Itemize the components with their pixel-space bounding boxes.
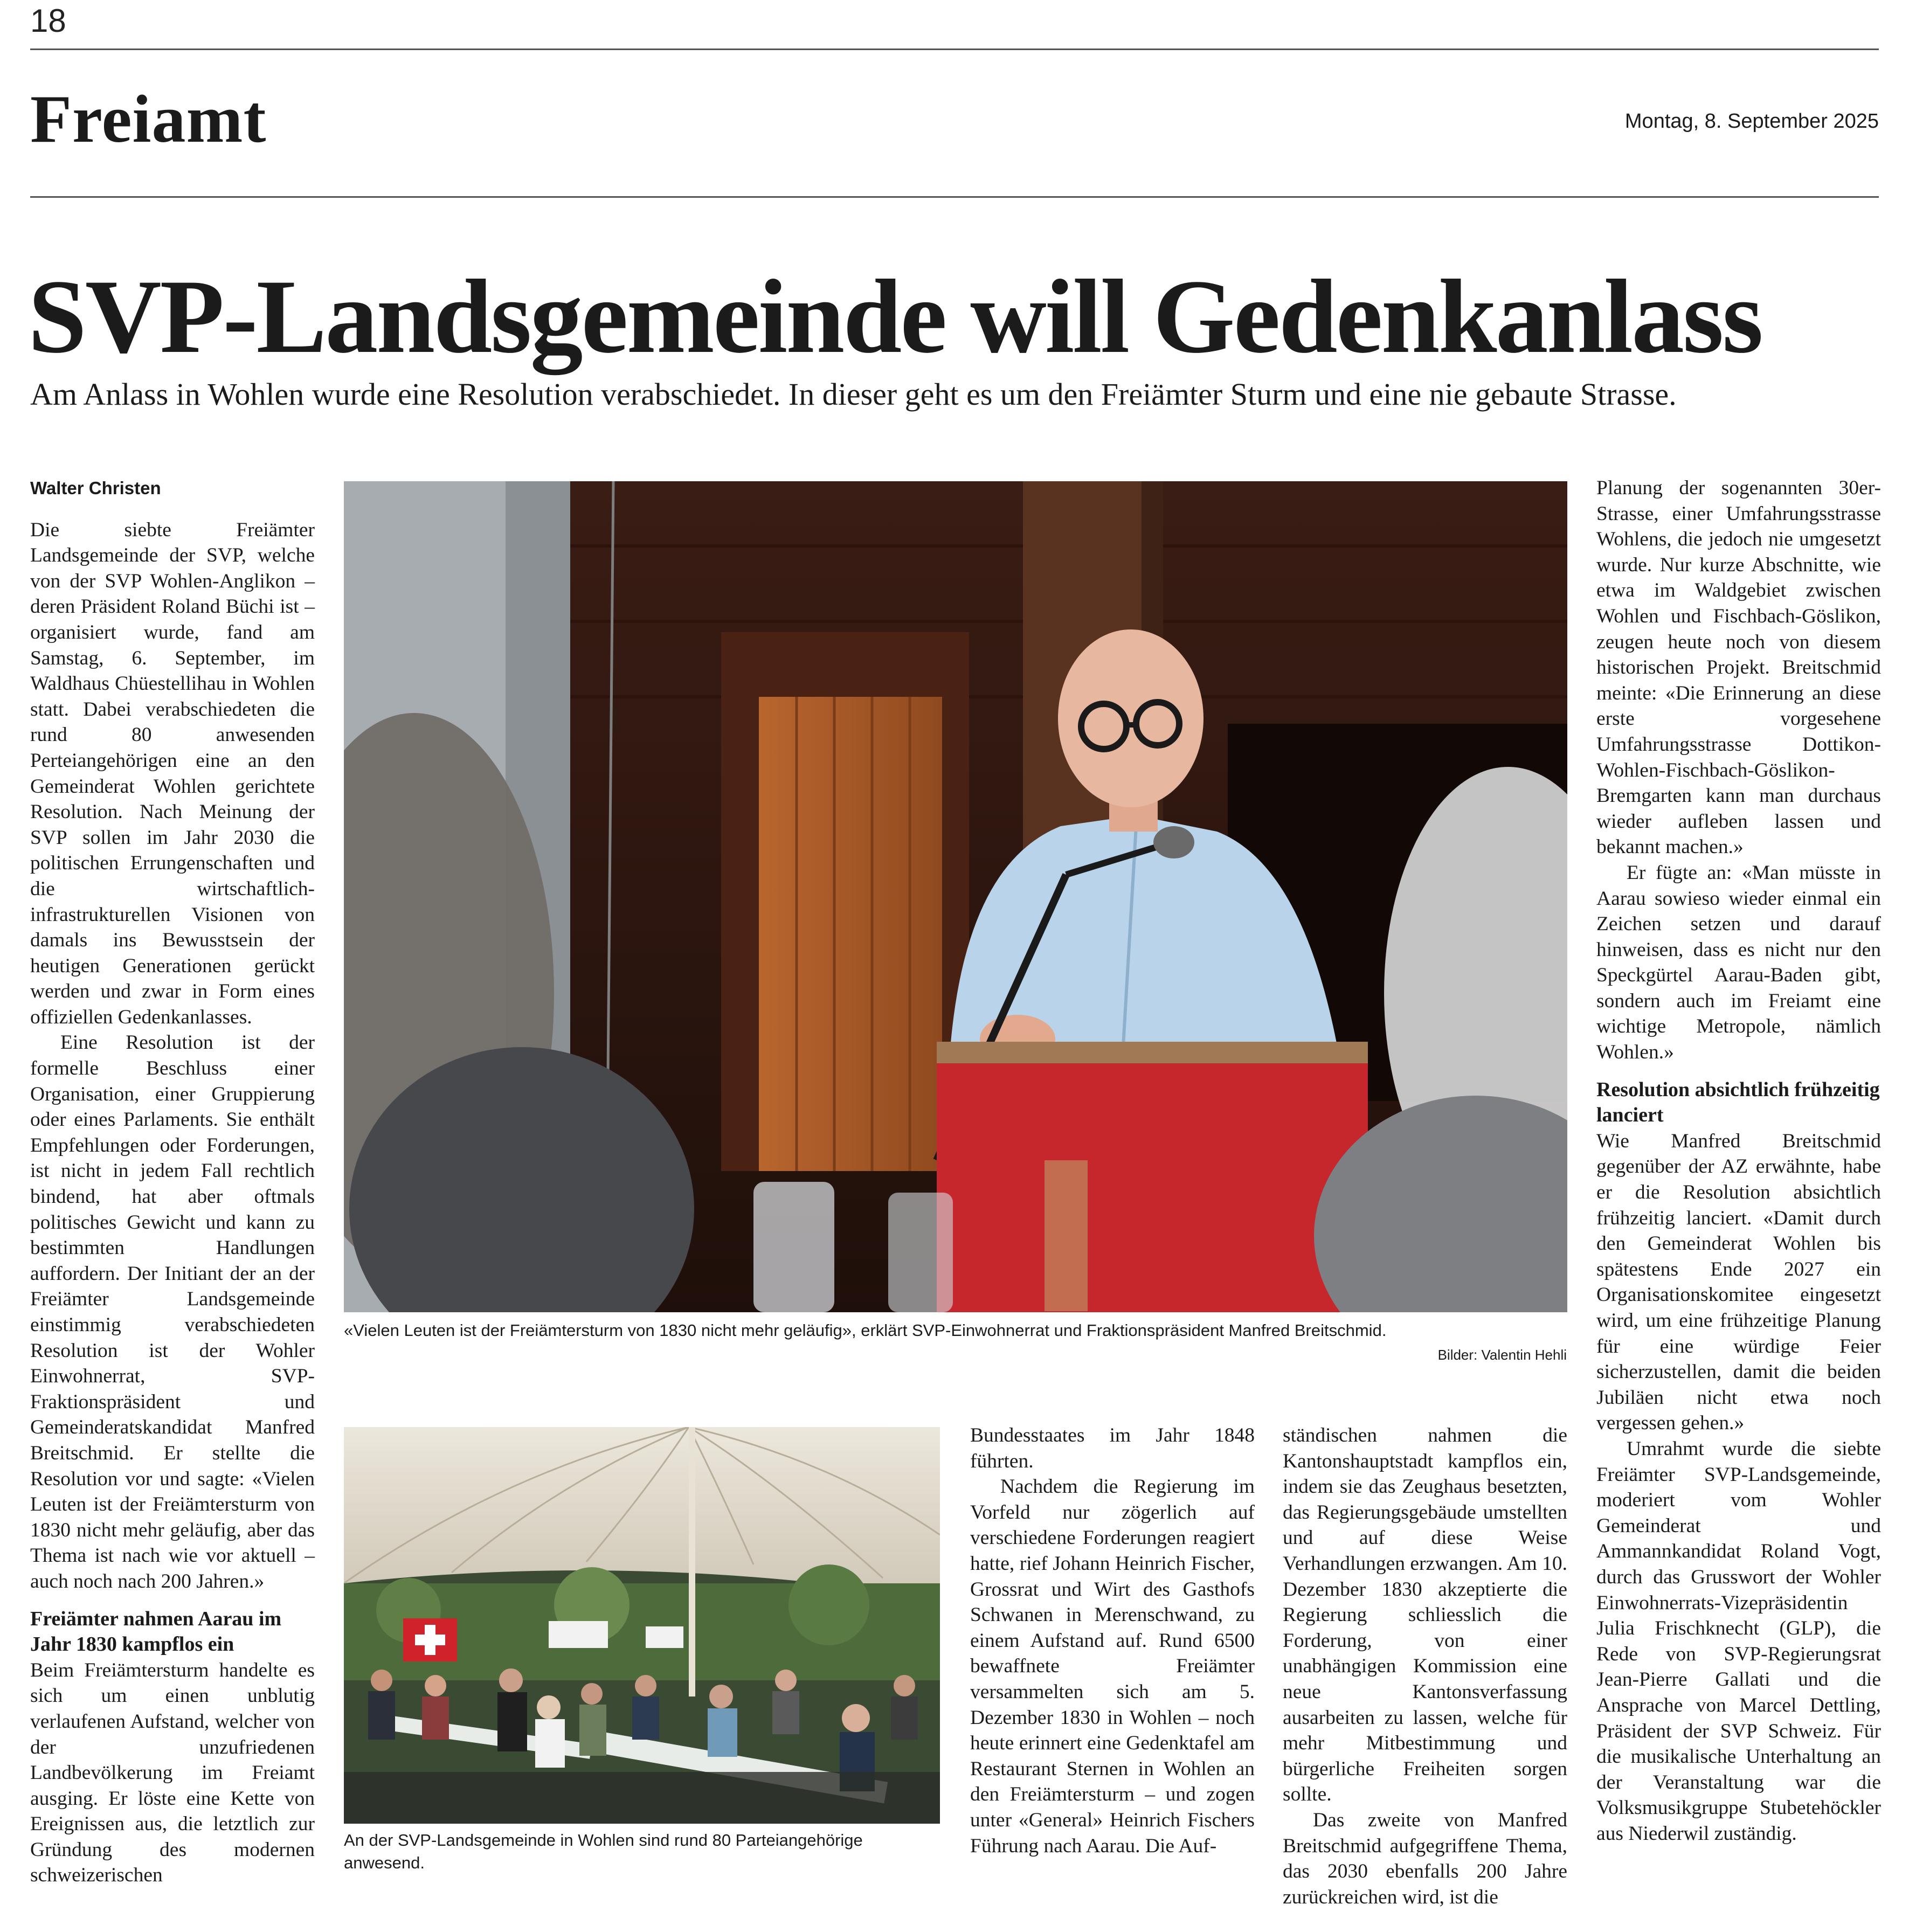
main-photo-caption: «Vielen Leuten ist der Freiämtersturm von 1830 nicht mehr geläufig», erklärt SVP-Einwohnerrat und Fraktionspräsident Manfred Breitschmid. [344, 1321, 1387, 1340]
paragraph: Bundesstaates im Jahr 1848 führten. [970, 1424, 1255, 1472]
paragraph: Planung der sogenannten 30er-Strasse, einer Umfahrungsstrasse Wohlens, die jedoch nie umgesetzt wurde. Nur kurze Abschnitte, wie etwa im Waldgebiet zwischen Wohlen und Fischbach-Göslikon, zeugen heute noch von diesem historischen Projekt. Breitschmid meinte: «Die Erinnerung an diese erste vorgesehene Umfahrungsstrasse Dottikon-Wohlen-Fischbach-Göslikon-Bremgarten kann man durchaus wieder aufleben lassen und bekannt machen.» [1596, 477, 1881, 858]
top-rule [30, 49, 1879, 50]
article-column-5 [1596, 475, 1881, 1846]
page-number: 18 [30, 3, 66, 39]
article-subhead: Am Anlass in Wohlen wurde eine Resolution verabschiedet. In dieser geht es um den Freiämter Sturm und eine nie gebaute Strasse. [30, 377, 1677, 412]
paragraph: ständischen nahmen die Kantonshauptstadt kampflos ein, indem sie das Zeughaus besetzten, das Regierungsgebäude umstellten und auf diese Weise Verhandlungen erzwangen. Am 10. Dezember 1830 akzeptierte die Regierung schliesslich die Forderung, von einer unabhängigen Kommission eine neue Kantonsverfassung ausarbeiten zu lassen, welche für mehr Mitbestimmung und bürgerliche Freiheiten sorgen sollte. [1283, 1424, 1567, 1806]
author-byline: Walter Christen [30, 478, 161, 498]
paragraph: Wie Manfred Breitschmid gegenüber der AZ erwähnte, habe er die Resolution absichtlich frühzeitig lanciert. «Damit durch den Gemeinderat Wohlen bis spätestens Ende 2027 ein Organisationskomitee eingesetzt wird, um eine frühzeitige Planung für eine würdige Feier sicherzustellen, damit die beiden Jubiläen nicht etwa noch vergessen gehen.» [1596, 1130, 1881, 1435]
main-photo [344, 481, 1567, 1312]
speaker-photo-illustration [344, 481, 1567, 1312]
paragraph: Nachdem die Regierung im Vorfeld nur zögerlich auf verschiedene Forderungen reagiert hatte, rief Johann Heinrich Fischer, Grossrat und Wirt des Gasthofs Schwanen in Merenschwand, zu einem Aufstand auf. Rund 6500 bewaffnete Freiämter versammelten sich am 5. Dezember 1830 in Wohlen – noch heute erinnert eine Gedenktafel am Restaurant Sternen in Wohlen an den Freiämtersturm – und zogen unter «General» Heinrich Fischers Führung nach Aarau. Die Auf- [970, 1476, 1255, 1857]
paragraph: Umrahmt wurde die siebte Freiämter SVP-Landsgemeinde, moderiert vom Wohler Gemeinderat und Ammannkandidat Roland Vogt, durch das Grusswort der Wohler Einwohnerrats-Vizepräsidentin Julia Frischknecht (GLP), die Rede von SVP-Regierungsrat Jean-Pierre Gallati und die Ansprache von Marcel Dettling, Präsident der SVP Schweiz. Für die musikalische Unterhaltung an der Veranstaltung war die Volksmusikgruppe Stubetehöckler aus Niederwil zuständig. [1596, 1437, 1881, 1845]
publication-date: Montag, 8. September 2025 [1624, 110, 1879, 133]
section-title: Freiamt [30, 82, 267, 157]
paragraph: Das zweite von Manfred Breitschmid aufgegriffene Thema, das 2030 ebenfalls 200 Jahre zurückreichen wird, ist die [1283, 1809, 1567, 1908]
tent-crowd-illustration [344, 1427, 940, 1824]
article-column-3 [970, 1423, 1255, 1859]
article-column-1 [30, 475, 315, 1888]
second-photo [344, 1427, 940, 1824]
paragraph: Beim Freiämtersturm handelte es sich um einen unblutig verlaufenen Aufstand, welcher von der unzufriedenen Landbevölkerung im Freiamt ausging. Er löste eine Kette von Ereignissen aus, die letztlich zur Gründung des modernen schweizerischen [30, 1659, 315, 1887]
headline: SVP-Landsgemeinde will Gedenkanlass [28, 258, 1762, 375]
second-photo-caption: An der SVP-Landsgemeinde in Wohlen sind rund 80 Parteiangehörige anwesend. [344, 1831, 863, 1872]
article-column-4 [1283, 1423, 1567, 1910]
paragraph: Die siebte Freiämter Landsgemeinde der SVP, welche von der SVP Wohlen-Anglikon – deren Präsident Roland Büchi ist – organisiert wurde, fand am Samstag, 6. September, im Waldhaus Chüestellihau in Wohlen statt. Dabei verabschiedeten die rund 80 anwesenden Perteiangehörigen eine an den Gemeinderat Wohlen gerichtete Resolution. Nach Meinung der SVP sollen im Jahr 2030 die politischen Errungenschaften und die wirtschaftlich-infrastrukturellen Visionen von damals ins Bewusstsein der heutigen Generationen gerückt werden und zwar in Form eines offiziellen Gedenkanlasses. [30, 518, 315, 1028]
photo-credit: Bilder: Valentin Hehli [1437, 1347, 1567, 1363]
paragraph: Eine Resolution ist der formelle Beschluss einer Organisation, einer Gruppierung oder eines Parlaments. Sie enthält Empfehlungen oder Forderungen, ist nicht in jedem Fall rechtlich bindend, hat aber oftmals politisches Gewicht und kann zu bestimmten Handlungen auffordern. Der Initiant der an der Freiämter Landsgemeinde einstimmig verabschiedeten Resolution ist der Wohler Einwohnerrat, SVP-Fraktionspräsident und Gemeinderatskandidat Manfred Breitschmid. Er stellte die Resolution vor und sagte: «Vielen Leuten ist der Freiämtersturm von 1830 nicht mehr geläufig, aber das Thema ist nach wie vor aktuell – auch noch nach 200 Jahren.» [30, 1031, 315, 1592]
section-subhead: Freiämter nahmen Aarau im Jahr 1830 kampflos ein [30, 1607, 282, 1656]
header-rule [30, 196, 1879, 198]
section-subhead: Resolution absichtlich frühzeitig lanciert [1596, 1078, 1880, 1127]
paragraph: Er fügte an: «Man müsste in Aarau sowieso wieder einmal ein Zeichen setzen und darauf hinweisen, dass es nicht nur den Speckgürtel Aarau-Baden gibt, sondern auch im Freiamt eine wichtige Metropole, nämlich Wohlen.» [1596, 861, 1881, 1064]
